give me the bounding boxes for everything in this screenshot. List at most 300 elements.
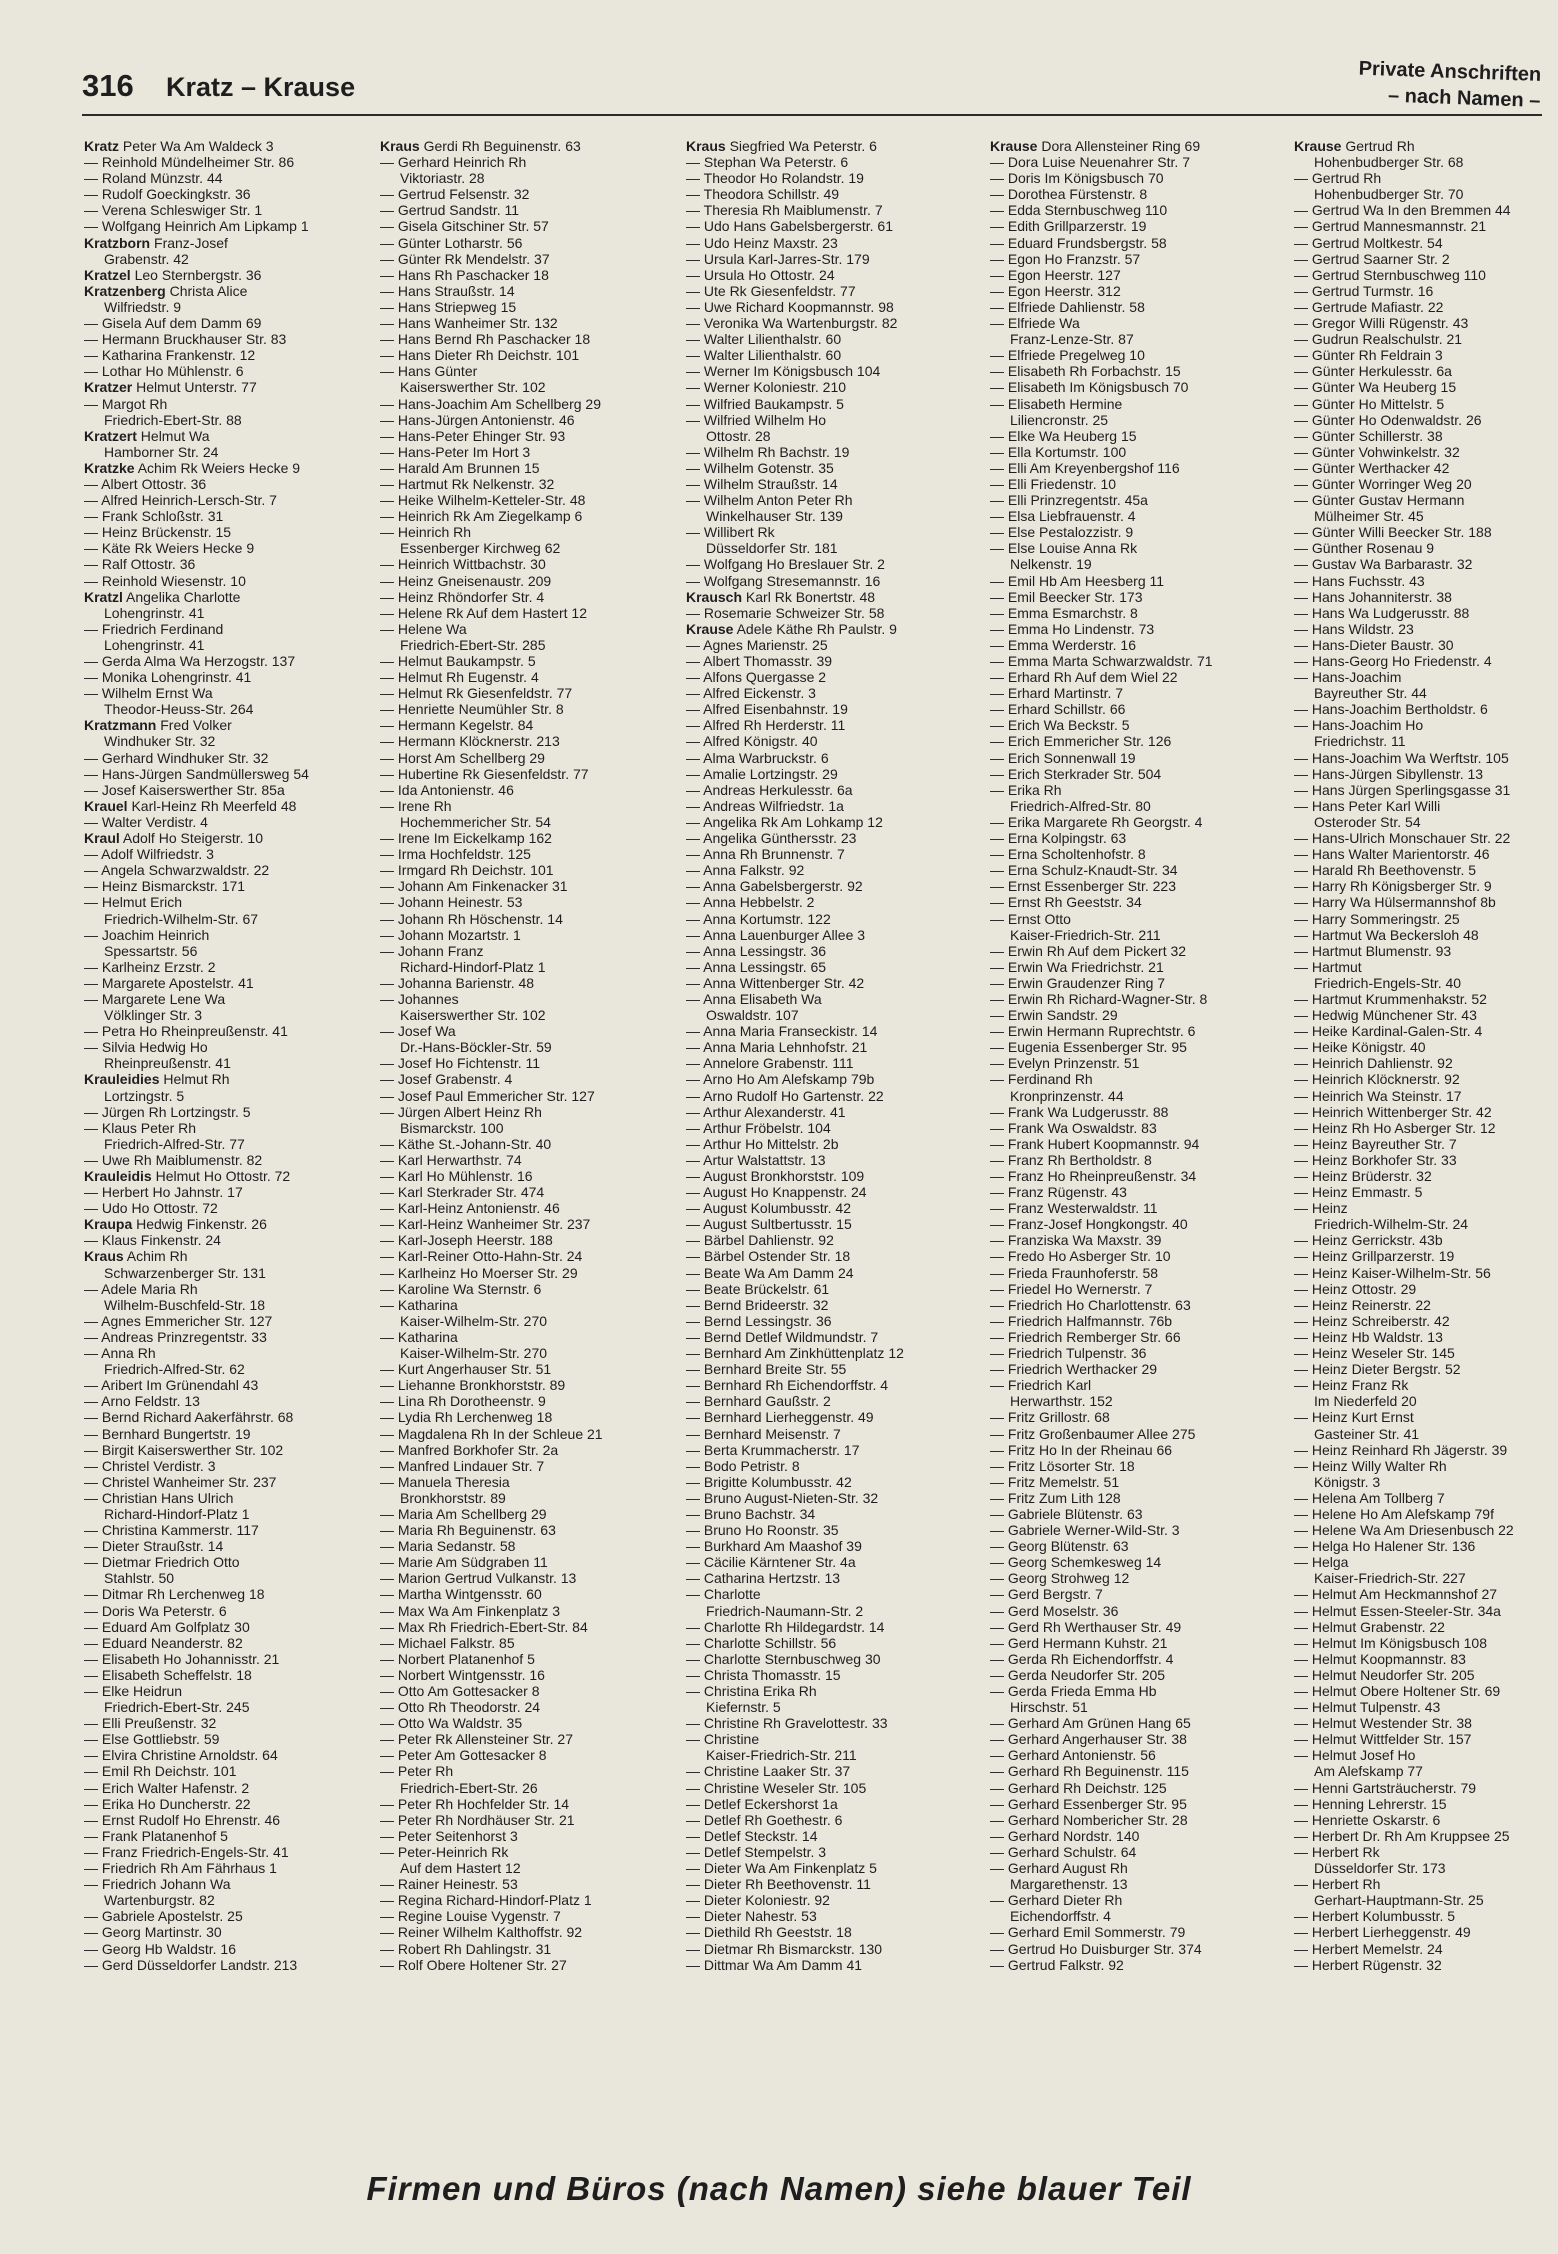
- directory-entry: — Norbert Wintgensstr. 16: [380, 1666, 545, 1683]
- directory-entry: — Otto Wa Waldstr. 35: [380, 1715, 523, 1732]
- directory-entry: — Henni Gartsträucherstr. 79: [1294, 1779, 1477, 1796]
- directory-entry: — Charlotte Schillstr. 56: [686, 1634, 837, 1651]
- directory-entry: — Georg Hb Waldstr. 16: [84, 1940, 236, 1957]
- directory-entry: — Maria Rh Beguinenstr. 63: [380, 1522, 556, 1539]
- directory-entry: Wilhelm-Buschfeld-Str. 18: [104, 1296, 266, 1313]
- directory-entry: — Georg Schemkesweg 14: [990, 1554, 1162, 1571]
- directory-entry: — Erwin Sandstr. 29: [990, 1007, 1118, 1024]
- directory-entry: — Günter Herkulesstr. 6a: [1294, 363, 1452, 380]
- directory-entry: — Manfred Borkhofer Str. 2a: [380, 1441, 559, 1458]
- directory-entry: — Lothar Ho Mühlenstr. 6: [84, 363, 244, 380]
- directory-entry: — Bruno August-Nieten-Str. 32: [686, 1489, 879, 1506]
- directory-entry: — Hans Straußstr. 14: [380, 282, 515, 299]
- directory-entry: — Verena Schleswiger Str. 1: [84, 202, 263, 219]
- directory-entry: — Friedrich Werthacker 29: [990, 1361, 1158, 1378]
- directory-entry: — Cäcilie Kärntener Str. 4a: [686, 1554, 856, 1571]
- directory-entry: Viktoriastr. 28: [400, 170, 485, 187]
- directory-entry: — Erwin Hermann Ruprechtstr. 6: [990, 1023, 1196, 1040]
- directory-entry: — Anna Hebbelstr. 2: [686, 894, 815, 911]
- directory-entry: — Katharina Frankenstr. 12: [84, 347, 256, 364]
- directory-entry: — Lina Rh Dorotheenstr. 9: [380, 1393, 546, 1410]
- directory-entry: — Helmut Koopmannstr. 83: [1294, 1650, 1466, 1667]
- directory-entry: — Eduard Am Golfplatz 30: [84, 1618, 250, 1635]
- directory-entry: — Theresia Rh Maiblumenstr. 7: [686, 202, 883, 219]
- directory-entry: — Gerda Frieda Emma Hb: [990, 1683, 1157, 1699]
- directory-entry: — Bernd Brideerstr. 32: [686, 1296, 829, 1313]
- directory-entry: — Walter Lilienthalstr. 60: [686, 347, 842, 364]
- directory-entry: — Bärbel Dahlienstr. 92: [686, 1232, 834, 1249]
- directory-entry: — Anna Elisabeth Wa: [686, 990, 822, 1007]
- directory-entry: Kratzborn Franz-Josef: [84, 234, 228, 251]
- directory-entry: — Heinz Brüderstr. 32: [1294, 1168, 1432, 1184]
- directory-entry: Am Alefskamp 77: [1314, 1763, 1423, 1780]
- directory-entry: — August Kolumbusstr. 42: [686, 1200, 851, 1217]
- directory-entry: — Emil Hb Am Heesberg 11: [990, 572, 1165, 589]
- directory-entry: — Reiner Wilhelm Kalthoffstr. 92: [380, 1924, 583, 1941]
- directory-entry: — Erwin Graudenzer Ring 7: [990, 974, 1166, 991]
- directory-entry: Königstr. 3: [1314, 1473, 1381, 1490]
- directory-entry: — Artur Walstattstr. 13: [686, 1151, 826, 1168]
- directory-entry: — Dieter Nahestr. 53: [686, 1908, 817, 1925]
- directory-entry: — Günter Werthacker 42: [1294, 459, 1450, 476]
- directory-entry: — Alfred Rh Herderstr. 11: [686, 717, 846, 734]
- directory-entry: — Helga: [1294, 1554, 1349, 1571]
- directory-entry: — Emil Beecker Str. 173: [990, 588, 1143, 605]
- directory-entry: — Josef Paul Emmericher Str. 127: [380, 1087, 595, 1104]
- directory-entry: — Hans-Joachim: [1294, 669, 1402, 686]
- directory-entry: Windhuker Str. 32: [104, 733, 216, 750]
- directory-entry: Friedrich-Wilhelm-Str. 24: [1314, 1216, 1469, 1233]
- directory-entry: — Gertrud Moltkestr. 54: [1294, 234, 1443, 251]
- directory-entry: — Heinrich Wa Steinstr. 17: [1294, 1087, 1462, 1104]
- directory-entry: — Jürgen Albert Heinz Rh: [380, 1103, 542, 1120]
- directory-entry: — Heinz Kurt Ernst: [1294, 1409, 1414, 1426]
- directory-entry: — Emil Rh Deichstr. 101: [84, 1763, 237, 1780]
- directory-entry: — Gerda Neudorfer Str. 205: [990, 1666, 1166, 1683]
- directory-entry: — Margarete Lene Wa: [84, 990, 226, 1007]
- directory-entry: — Hans Fuchsstr. 43: [1294, 572, 1425, 589]
- directory-entry: — Peter Am Gottesacker 8: [380, 1747, 547, 1764]
- directory-entry: Stahlstr. 50: [104, 1570, 175, 1587]
- directory-entry: — Amalie Lortzingstr. 29: [686, 765, 838, 782]
- directory-entry: — Emma Marta Schwarzwaldstr. 71: [990, 653, 1213, 669]
- directory-entry: — Helmut Tulpenstr. 43: [1294, 1699, 1441, 1716]
- directory-entry: — Detlef Stempelstr. 3: [686, 1843, 827, 1860]
- directory-entry: — Erika Margarete Rh Georgstr. 4: [990, 813, 1203, 830]
- directory-entry: Kaiser-Friedrich-Str. 211: [1010, 926, 1161, 943]
- directory-entry: — Rudolf Goeckingkstr. 36: [84, 186, 251, 203]
- directory-entry: — Erwin Rh Auf dem Pickert 32: [990, 942, 1187, 959]
- directory-entry: — Udo Ho Ottostr. 72: [84, 1200, 218, 1217]
- directory-entry: — Edda Sternbuschweg 110: [990, 202, 1168, 219]
- directory-entry: Rheinpreußenstr. 41: [104, 1055, 231, 1072]
- directory-entry: Friedrich-Ebert-Str. 285: [400, 636, 546, 653]
- directory-entry: — Bruno Ho Roonstr. 35: [686, 1522, 839, 1539]
- directory-entry: Friedrich-Naumann-Str. 2: [706, 1602, 864, 1619]
- directory-entry: — Charlotte: [686, 1586, 761, 1603]
- column-2: [380, 138, 658, 1973]
- directory-entry: — Heinz Grillparzerstr. 19: [1294, 1248, 1455, 1265]
- directory-entry: — Herbert Rh: [1294, 1876, 1381, 1893]
- directory-entry: — Karlheinz Erzstr. 2: [84, 958, 216, 975]
- directory-entry: — Hans Günter: [380, 363, 478, 380]
- directory-entry: — Hans Rh Paschacker 18: [380, 266, 549, 283]
- directory-entry: — Karl-Joseph Heerstr. 188: [380, 1232, 553, 1249]
- directory-entry: Schwarzenberger Str. 131: [104, 1264, 266, 1281]
- directory-entry: — Anna Rh Brunnenstr. 7: [686, 846, 845, 863]
- directory-entry: — Gertrud Wa In den Bremmen 44: [1294, 202, 1511, 219]
- directory-entry: — Herbert Lierheggenstr. 49: [1294, 1924, 1471, 1941]
- directory-entry: Krauleidis Helmut Ho Ottostr. 72: [84, 1168, 291, 1184]
- directory-entry: — Christa Thomasstr. 15: [686, 1666, 841, 1683]
- directory-entry: — Elke Wa Heuberg 15: [990, 427, 1137, 444]
- directory-entry: — Heinz Bismarckstr. 171: [84, 878, 246, 895]
- directory-entry: — Käthe St.-Johann-Str. 40: [380, 1135, 552, 1152]
- directory-entry: Kraul Adolf Ho Steigerstr. 10: [84, 830, 263, 847]
- directory-entry: — Gerhard Antonienstr. 56: [990, 1747, 1156, 1764]
- directory-entry: — Christina Kammerstr. 117: [84, 1522, 259, 1539]
- directory-entry: — Theodor Ho Rolandstr. 19: [686, 170, 864, 187]
- directory-entry: Gasteiner Str. 41: [1314, 1425, 1420, 1442]
- directory-entry: — Doris Wa Peterstr. 6: [84, 1602, 227, 1619]
- directory-entry: — Alfred Eisenbahnstr. 19: [686, 701, 848, 718]
- directory-entry: — Hans-Jürgen Antonienstr. 46: [380, 411, 575, 428]
- directory-entry: Lohengrinstr. 41: [104, 604, 205, 621]
- directory-entry: — Edith Grillparzerstr. 19: [990, 218, 1147, 235]
- directory-entry: — Karl-Reiner Otto-Hahn-Str. 24: [380, 1248, 583, 1265]
- directory-entry: Kratzel Leo Sternbergstr. 36: [84, 266, 262, 283]
- directory-entry: — Franz Friedrich-Engels-Str. 41: [84, 1843, 289, 1860]
- directory-entry: — Elli Prinzregentstr. 45a: [990, 492, 1148, 509]
- directory-entry: — Anna Lessingstr. 36: [686, 942, 827, 959]
- directory-entry: Im Niederfeld 20: [1314, 1393, 1417, 1410]
- directory-entry: — Elke Heidrun: [84, 1683, 183, 1699]
- directory-entry: — Hans Bernd Rh Paschacker 18: [380, 331, 591, 348]
- directory-entry: — Anna Lessingstr. 65: [686, 958, 827, 975]
- directory-entry: — Erhard Martinstr. 7: [990, 685, 1124, 702]
- directory-entry: — Herbert Memelstr. 24: [1294, 1940, 1443, 1957]
- directory-entry: — Catharina Hertzstr. 13: [686, 1570, 841, 1587]
- directory-entry: — Karlheinz Ho Moerser Str. 29: [380, 1264, 578, 1281]
- directory-entry: — August Bronkhorststr. 109: [686, 1168, 865, 1184]
- directory-entry: — Else Pestalozzistr. 9: [990, 524, 1134, 541]
- directory-entry: — Margarete Apostelstr. 41: [84, 974, 254, 991]
- directory-entry: — Helga Ho Halener Str. 136: [1294, 1538, 1476, 1555]
- directory-entry: — Helmut Obere Holtener Str. 69: [1294, 1683, 1501, 1699]
- directory-entry: — Ernst Rh Geeststr. 34: [990, 894, 1142, 911]
- directory-entry: Liliencronstr. 25: [1010, 411, 1109, 428]
- directory-entry: — Bernhard Am Zinkhüttenplatz 12: [686, 1345, 904, 1362]
- directory-entry: Theodor-Heuss-Str. 264: [104, 701, 254, 718]
- directory-entry: — Egon Heerstr. 312: [990, 282, 1121, 299]
- directory-entry: — Dieter Wa Am Finkenplatz 5: [686, 1860, 877, 1877]
- directory-entry: — Emma Werderstr. 16: [990, 636, 1137, 653]
- directory-entry: Hohenbudberger Str. 68: [1314, 154, 1464, 171]
- directory-entry: — Gregor Willi Rügenstr. 43: [1294, 315, 1469, 332]
- directory-entry: — Hans-Joachim Ho: [1294, 717, 1424, 734]
- directory-entry: — Christel Verdistr. 3: [84, 1457, 216, 1474]
- directory-entry: — Hartmut Rk Nelkenstr. 32: [380, 475, 555, 492]
- directory-entry: — Gabriele Werner-Wild-Str. 3: [990, 1522, 1180, 1539]
- directory-entry: — Fritz Zum Lith 128: [990, 1489, 1121, 1506]
- directory-entry: — Friedel Ho Wernerstr. 7: [990, 1280, 1153, 1297]
- directory-entry: Hamborner Str. 24: [104, 443, 219, 460]
- directory-entry: — Peter Rk Allensteiner Str. 27: [380, 1731, 573, 1748]
- directory-entry: Kaiser-Friedrich-Str. 211: [706, 1747, 857, 1764]
- directory-entry: — Irmgard Rh Deichstr. 101: [380, 862, 554, 879]
- directory-entry: — Irene Im Eickelkamp 162: [380, 830, 552, 847]
- directory-entry: — Hartmut Krummenhakstr. 52: [1294, 990, 1487, 1007]
- directory-entry: — Klaus Peter Rh: [84, 1119, 197, 1136]
- directory-entry: — Helene Wa: [380, 620, 467, 637]
- directory-entry: — Arthur Fröbelstr. 104: [686, 1119, 831, 1136]
- directory-entry: — Gisela Gitschiner Str. 57: [380, 218, 549, 235]
- directory-entry: — Johanna Barienstr. 48: [380, 974, 535, 991]
- directory-entry: — Erhard Schillstr. 66: [990, 701, 1126, 718]
- directory-entry: — Manuela Theresia: [380, 1473, 510, 1490]
- directory-entry: — Franz-Josef Hongkongstr. 40: [990, 1216, 1188, 1233]
- directory-entry: — Karl Herwarthstr. 74: [380, 1151, 522, 1168]
- directory-entry: — Arthur Alexanderstr. 41: [686, 1103, 846, 1120]
- directory-entry: — Liehanne Bronkhorststr. 89: [380, 1377, 566, 1394]
- directory-entry: — Maria Sedanstr. 58: [380, 1538, 516, 1555]
- directory-entry: — Margot Rh: [84, 395, 168, 412]
- directory-entry: — Hans Jürgen Sperlingsgasse 31: [1294, 781, 1511, 798]
- column-5: [1294, 138, 1558, 1973]
- directory-entry: — Martha Wintgensstr. 60: [380, 1586, 542, 1603]
- directory-entry: — Ella Kortumstr. 100: [990, 443, 1127, 460]
- directory-entry: — Katharina: [380, 1328, 458, 1345]
- directory-entry: — Frank Platanenhof 5: [84, 1827, 228, 1844]
- directory-entry: — Evelyn Prinzenstr. 51: [990, 1055, 1140, 1072]
- directory-entry: — Heinz Willy Walter Rh: [1294, 1457, 1447, 1474]
- directory-entry: — Günter Rk Mendelstr. 37: [380, 250, 550, 267]
- directory-entry: — Gertrud Rh: [1294, 170, 1382, 187]
- directory-entry: — Helene Ho Am Alefskamp 79f: [1294, 1505, 1494, 1522]
- directory-entry: — August Sultbertusstr. 15: [686, 1216, 852, 1233]
- directory-entry: — Marion Gertrud Vulkanstr. 13: [380, 1570, 577, 1587]
- directory-entry: — Peter-Heinrich Rk: [380, 1843, 509, 1860]
- column-1: [84, 138, 362, 1973]
- directory-entry: — Elli Friedenstr. 10: [990, 475, 1117, 492]
- directory-entry: — Dora Luise Neuenahrer Str. 7: [990, 154, 1190, 171]
- directory-entry: — Friedrich Rh Am Fährhaus 1: [84, 1860, 277, 1877]
- directory-entry: — Helmut Rk Giesenfeldstr. 77: [380, 685, 573, 702]
- directory-entry: — Bodo Petristr. 8: [686, 1457, 800, 1474]
- directory-entry: — Johann Rh Höschenstr. 14: [380, 910, 563, 927]
- directory-entry: — Gerhard Nombericher Str. 28: [990, 1811, 1188, 1828]
- directory-entry: — Albert Thomasstr. 39: [686, 653, 833, 669]
- directory-entry: Kaiserswerther Str. 102: [400, 1007, 546, 1024]
- directory-entry: — Dietmar Rh Bismarckstr. 130: [686, 1940, 883, 1957]
- directory-entry: Bismarckstr. 100: [400, 1119, 504, 1136]
- directory-entry: — Heinz Borkhofer Str. 33: [1294, 1151, 1457, 1168]
- directory-entry: Friedrich-Wilhelm-Str. 67: [104, 910, 259, 927]
- directory-entry: — Friedrich Johann Wa: [84, 1876, 231, 1893]
- directory-entry: Hirschstr. 51: [1010, 1699, 1088, 1716]
- directory-entry: — Gerhard Windhuker Str. 32: [84, 749, 269, 766]
- directory-entry: — Erich Wa Beckstr. 5: [990, 717, 1130, 734]
- directory-entry: — Günter Ho Mittelstr. 5: [1294, 395, 1445, 412]
- directory-entry: — Hans Johanniterstr. 38: [1294, 588, 1452, 605]
- directory-entry: — Klaus Finkenstr. 24: [84, 1232, 221, 1249]
- directory-entry: — Günter Vohwinkelstr. 32: [1294, 443, 1460, 460]
- directory-entry: — Willibert Rk: [686, 524, 775, 541]
- directory-entry: — Heinz Ottostr. 29: [1294, 1280, 1417, 1297]
- directory-entry: — Peter Seitenhorst 3: [380, 1827, 518, 1844]
- directory-entry: — Anna Maria Franseckistr. 14: [686, 1023, 878, 1040]
- directory-entry: Hohenbudberger Str. 70: [1314, 186, 1464, 203]
- directory-entry: — Helmut Erich: [84, 894, 183, 911]
- directory-entry: — Hedwig Münchener Str. 43: [1294, 1007, 1477, 1024]
- directory-entry: — Gertrud Ho Duisburger Str. 374: [990, 1940, 1202, 1957]
- directory-entry: — Heinz Kaiser-Wilhelm-Str. 56: [1294, 1264, 1491, 1281]
- directory-entry: — Monika Lohengrinstr. 41: [84, 669, 252, 686]
- directory-entry: — Henning Lehrerstr. 15: [1294, 1795, 1447, 1812]
- directory-entry: — Dorothea Fürstenstr. 8: [990, 186, 1148, 203]
- directory-entry: — Burkhard Am Maashof 39: [686, 1538, 862, 1555]
- directory-entry: Gerhart-Hauptmann-Str. 25: [1314, 1892, 1484, 1909]
- directory-entry: — Georg Martinstr. 30: [84, 1924, 222, 1941]
- directory-entry: — Erich Sterkrader Str. 504: [990, 765, 1162, 782]
- directory-entry: — Peter Rh Nordhäuser Str. 21: [380, 1811, 575, 1828]
- directory-entry: — Christine Weseler Str. 105: [686, 1779, 867, 1796]
- directory-entry: — Theodora Schillstr. 49: [686, 186, 840, 203]
- directory-entry: — Hans-Dieter Baustr. 30: [1294, 636, 1454, 653]
- directory-entry: — Heinz Gneisenaustr. 209: [380, 572, 552, 589]
- directory-entry: — Hans-Jürgen Sandmüllersweg 54: [84, 765, 309, 782]
- directory-entry: — Wilhelm Gotenstr. 35: [686, 459, 834, 476]
- directory-entry: — Hans Peter Karl Willi: [1294, 797, 1441, 814]
- directory-entry: — Heinz Reinerstr. 22: [1294, 1296, 1431, 1313]
- directory-entry: — Ursula Karl-Jarres-Str. 179: [686, 250, 870, 267]
- directory-entry: — Gustav Wa Barbarastr. 32: [1294, 556, 1473, 573]
- directory-entry: — Frank Schloßstr. 31: [84, 508, 224, 525]
- directory-entry: — Fritz Memelstr. 51: [990, 1473, 1120, 1490]
- directory-entry: — Helmut Im Königsbusch 108: [1294, 1634, 1487, 1651]
- directory-entry: — Heinz Rh Ho Asberger Str. 12: [1294, 1119, 1496, 1136]
- directory-entry: — Peter Rh: [380, 1763, 454, 1780]
- directory-entry: — Gertrud Turmstr. 16: [1294, 282, 1434, 299]
- directory-entry: Winkelhauser Str. 139: [706, 508, 843, 525]
- directory-entry: — Anna Falkstr. 92: [686, 862, 805, 879]
- directory-entry: — Gerhard Emil Sommerstr. 79: [990, 1924, 1186, 1941]
- directory-entry: — Harald Rh Beethovenstr. 5: [1294, 862, 1477, 879]
- directory-entry: — Gabriele Apostelstr. 25: [84, 1908, 243, 1925]
- directory-entry: — Wilhelm Straußstr. 14: [686, 475, 838, 492]
- directory-entry: — Elisabeth Rh Forbachstr. 15: [990, 363, 1181, 380]
- directory-entry: — Werner Im Königsbusch 104: [686, 363, 881, 380]
- directory-entry: — Andreas Prinzregentstr. 33: [84, 1328, 267, 1345]
- directory-entry: — Johann Am Finkenacker 31: [380, 878, 568, 895]
- directory-entry: — Werner Koloniestr. 210: [686, 379, 847, 396]
- directory-entry: — Franz Rh Bertholdstr. 8: [990, 1151, 1152, 1168]
- directory-entry: — Max Wa Am Finkenplatz 3: [380, 1602, 560, 1619]
- directory-entry: — Bärbel Ostender Str. 18: [686, 1248, 851, 1265]
- directory-entry: — Heinz Hb Waldstr. 13: [1294, 1328, 1443, 1345]
- directory-entry: — Arthur Ho Mittelstr. 2b: [686, 1135, 839, 1152]
- directory-entry: — Wolfgang Heinrich Am Lipkamp 1: [84, 218, 309, 235]
- directory-entry: Kaiser-Wilhelm-Str. 270: [400, 1312, 548, 1329]
- directory-entry: — Wolfgang Stresemannstr. 16: [686, 572, 881, 589]
- directory-entry: — Johann Heinestr. 53: [380, 894, 523, 911]
- directory-entry: — Gerd Rh Werthauser Str. 49: [990, 1618, 1182, 1635]
- directory-entry: — Günter Schillerstr. 38: [1294, 427, 1443, 444]
- directory-entry: Lohengrinstr. 41: [104, 636, 205, 653]
- directory-entry: — Herbert Dr. Rh Am Kruppsee 25: [1294, 1827, 1510, 1844]
- directory-entry: — Georg Strohweg 12: [990, 1570, 1130, 1587]
- directory-entry: — Gertrud Falkstr. 92: [990, 1956, 1124, 1973]
- directory-entry: — Norbert Platanenhof 5: [380, 1650, 535, 1667]
- directory-entry: — Dieter Rh Beethovenstr. 11: [686, 1876, 871, 1893]
- page-title: Kratz – Krause: [166, 72, 356, 102]
- directory-entry: — Ralf Ottostr. 36: [84, 556, 196, 573]
- directory-entry: — Günther Rosenau 9: [1294, 540, 1435, 557]
- directory-entry: Krause Dora Allensteiner Ring 69: [990, 138, 1201, 154]
- directory-entry: — Erich Walter Hafenstr. 2: [84, 1779, 250, 1796]
- directory-entry: — Irma Hochfeldstr. 125: [380, 846, 531, 863]
- directory-entry: Kratzke Achim Rk Weiers Hecke 9: [84, 459, 301, 476]
- directory-entry: — Heinz Brückenstr. 15: [84, 524, 232, 541]
- directory-entry: — Christine Rh Gravelottestr. 33: [686, 1715, 888, 1732]
- directory-entry: — Erwin Rh Richard-Wagner-Str. 8: [990, 990, 1208, 1007]
- directory-entry: — Charlotte Sternbuschweg 30: [686, 1650, 881, 1667]
- directory-entry: — Hermann Klöcknerstr. 213: [380, 733, 560, 750]
- directory-entry: — Henriette Oskarstr. 6: [1294, 1811, 1441, 1828]
- directory-entry: — Joachim Heinrich: [84, 926, 210, 943]
- directory-entry: Nelkenstr. 19: [1010, 556, 1092, 573]
- directory-entry: — Hans Wa Ludgerusstr. 88: [1294, 604, 1470, 621]
- directory-entry: Friedrich-Ebert-Str. 245: [104, 1699, 250, 1716]
- directory-entry: — Alma Warbruckstr. 6: [686, 749, 829, 766]
- directory-entry: — Erika Rh: [990, 781, 1062, 798]
- directory-entry: — Helmut Am Heckmannshof 27: [1294, 1586, 1498, 1603]
- directory-entry: — Erna Schulz-Knaudt-Str. 34: [990, 862, 1178, 879]
- directory-entry: — Diethild Rh Geeststr. 18: [686, 1924, 852, 1941]
- directory-entry: — Otto Rh Theodorstr. 24: [380, 1699, 541, 1716]
- directory-entry: Herwarthstr. 152: [1010, 1393, 1113, 1410]
- directory-entry: — Berta Krummacherstr. 17: [686, 1441, 860, 1458]
- directory-entry: — Erich Sonnenwall 19: [990, 749, 1136, 766]
- directory-entry: — Karoline Wa Sternstr. 6: [380, 1280, 542, 1297]
- directory-entry: — Helmut Wittfelder Str. 157: [1294, 1731, 1472, 1748]
- directory-entry: — Johann Franz: [380, 942, 484, 959]
- directory-entry: — Arno Rudolf Ho Gartenstr. 22: [686, 1087, 884, 1104]
- directory-entry: — Alfred Königstr. 40: [686, 733, 818, 750]
- directory-entry: — Helmut Grabenstr. 22: [1294, 1618, 1445, 1635]
- directory-entry: Düsseldorfer Str. 173: [1314, 1860, 1446, 1877]
- column-3: [686, 138, 964, 1973]
- directory-entry: — Kurt Angerhauser Str. 51: [380, 1361, 552, 1378]
- directory-entry: — Helmut Rh Eugenstr. 4: [380, 669, 539, 686]
- directory-entry: — Hans-Joachim Am Schellberg 29: [380, 395, 601, 412]
- directory-entry: — Angelika Günthersstr. 23: [686, 830, 857, 847]
- directory-entry: — Aribert Im Grünendahl 43: [84, 1377, 259, 1394]
- directory-entry: — Heinz Reinhard Rh Jägerstr. 39: [1294, 1441, 1508, 1458]
- directory-entry: — Wilfried Wilhelm Ho: [686, 411, 827, 428]
- directory-entry: — Heinz: [1294, 1200, 1348, 1217]
- directory-entry: — Herbert Rk: [1294, 1843, 1380, 1860]
- directory-entry: — Hans-Peter Im Hort 3: [380, 443, 531, 460]
- directory-entry: — Udo Hans Gabelsbergerstr. 61: [686, 218, 893, 235]
- directory-entry: — Dietmar Friedrich Otto: [84, 1554, 240, 1571]
- directory-entry: Kratz Peter Wa Am Waldeck 3: [84, 138, 274, 154]
- directory-entry: — Emma Ho Lindenstr. 73: [990, 620, 1155, 637]
- directory-entry: — Agnes Marienstr. 25: [686, 636, 828, 653]
- directory-entry: — Heinz Bayreuther Str. 7: [1294, 1135, 1457, 1152]
- directory-entry: — Anna Rh: [84, 1345, 156, 1362]
- directory-entry: — Fritz Lösorter Str. 18: [990, 1457, 1135, 1474]
